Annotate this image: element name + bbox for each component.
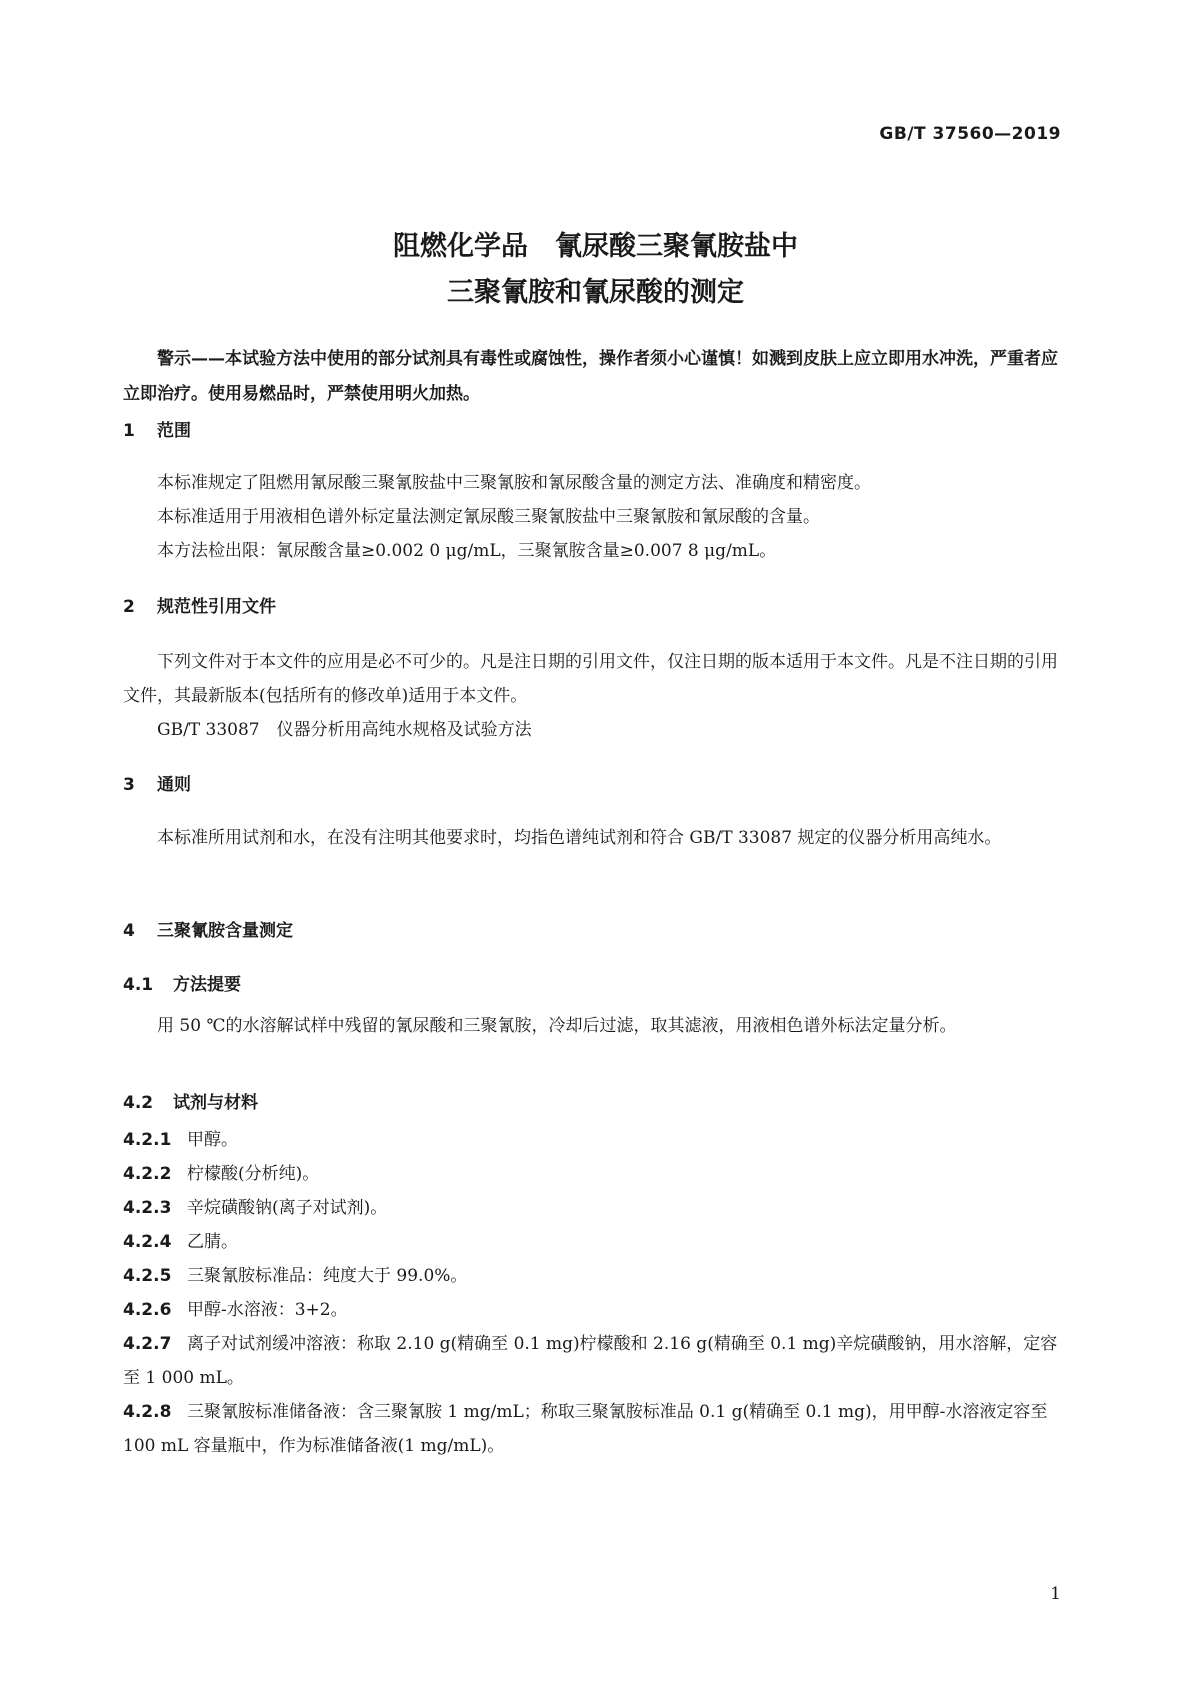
paragraph: 本标准所用试剂和水，在没有注明其他要求时，均指色谱纯试剂和符合 GB/T 33087 规定的仪器分析用高纯水。	[157, 828, 1002, 848]
section-2-body	[123, 645, 1063, 747]
item-text: 离子对试剂缓冲溶液：称取 2.10 g(精确至 0.1 mg)柠檬酸和 2.16 g(精确至 0.1 mg)辛烷磺酸钠，用水溶解，定容至 1 000 mL。	[123, 1334, 1058, 1388]
list-item	[123, 1225, 1063, 1259]
item-number: 4.2.7	[123, 1334, 172, 1354]
section-number: 1	[123, 421, 135, 441]
list-item	[123, 1395, 1063, 1463]
item-text: 柠檬酸(分析纯)。	[187, 1164, 320, 1184]
list-item	[123, 1157, 1063, 1191]
item-text: 辛烷磺酸钠(离子对试剂)。	[187, 1198, 388, 1218]
title-line-2: 三聚氰胺和氰尿酸的测定	[447, 277, 744, 308]
item-number: 4.2.6	[123, 1300, 172, 1320]
list-item	[123, 1327, 1063, 1395]
section-1-heading	[123, 416, 191, 441]
section-title: 规范性引用文件	[157, 597, 276, 617]
section-2-heading	[123, 592, 276, 617]
section-3-heading	[123, 770, 191, 795]
section-number: 4.1	[123, 975, 154, 995]
item-number: 4.2.1	[123, 1130, 172, 1150]
paragraph: 本方法检出限：氰尿酸含量≥0.002 0 μg/mL，三聚氰胺含量≥0.007 8 μg/mL。	[157, 541, 777, 561]
paragraph: 本标准适用于用液相色谱外标定量法测定氰尿酸三聚氰胺盐中三聚氰胺和氰尿酸的含量。	[157, 507, 820, 527]
document-title	[0, 224, 1191, 316]
paragraph: 用 50 ℃的水溶解试样中残留的氰尿酸和三聚氰胺，冷却后过滤，取其滤液，用液相色谱外标法定量分析。	[157, 1016, 957, 1036]
section-title: 方法提要	[173, 975, 241, 995]
section-4-heading	[123, 916, 293, 941]
standard-code: GB/T 37560—2019	[879, 124, 1061, 144]
section-4-1-body	[123, 1009, 1063, 1043]
item-text: 乙腈。	[187, 1232, 238, 1252]
section-number: 2	[123, 597, 135, 617]
list-item	[123, 1123, 1063, 1157]
section-4-1-heading	[123, 970, 241, 995]
section-title: 通则	[157, 775, 191, 795]
list-item	[123, 1259, 1063, 1293]
section-number: 4	[123, 921, 135, 941]
list-item	[123, 1191, 1063, 1225]
item-number: 4.2.4	[123, 1232, 172, 1252]
section-title: 三聚氰胺含量测定	[157, 921, 293, 941]
section-4-2-heading	[123, 1088, 258, 1113]
paragraph: 本标准规定了阻燃用氰尿酸三聚氰胺盐中三聚氰胺和氰尿酸含量的测定方法、准确度和精密度。	[157, 473, 871, 493]
normative-reference: GB/T 33087 仪器分析用高纯水规格及试验方法	[157, 720, 532, 740]
item-text: 甲醇。	[187, 1130, 238, 1150]
paragraph: 下列文件对于本文件的应用是必不可少的。凡是注日期的引用文件，仅注日期的版本适用于本文件。凡是不注日期的引用文件，其最新版本(包括所有的修改单)适用于本文件。	[123, 652, 1058, 706]
section-number: 3	[123, 775, 135, 795]
warning-notice: 警示——本试验方法中使用的部分试剂具有毒性或腐蚀性，操作者须小心谨慎！如溅到皮肤上应立即用水冲洗，严重者应立即治疗。使用易燃品时，严禁使用明火加热。	[123, 349, 1058, 404]
section-title: 试剂与材料	[173, 1093, 258, 1113]
item-text: 三聚氰胺标准储备液：含三聚氰胺 1 mg/mL；称取三聚氰胺标准品 0.1 g(精确至 0.1 mg)，用甲醇-水溶液定容至 100 mL 容量瓶中，作为标准储备液(1 mg/mL)。	[123, 1402, 1048, 1456]
item-text: 三聚氰胺标准品：纯度大于 99.0%。	[187, 1266, 468, 1286]
page-number: 1	[1050, 1584, 1061, 1604]
list-item	[123, 1293, 1063, 1327]
item-text: 甲醇-水溶液：3+2。	[187, 1300, 348, 1320]
title-line-1: 阻燃化学品 氰尿酸三聚氰胺盐中	[393, 231, 798, 262]
item-number: 4.2.8	[123, 1402, 172, 1422]
section-title: 范围	[157, 421, 191, 441]
section-3-body	[123, 821, 1063, 855]
section-number: 4.2	[123, 1093, 154, 1113]
section-1-body	[123, 466, 1063, 568]
item-number: 4.2.3	[123, 1198, 172, 1218]
item-number: 4.2.2	[123, 1164, 172, 1184]
item-number: 4.2.5	[123, 1266, 172, 1286]
